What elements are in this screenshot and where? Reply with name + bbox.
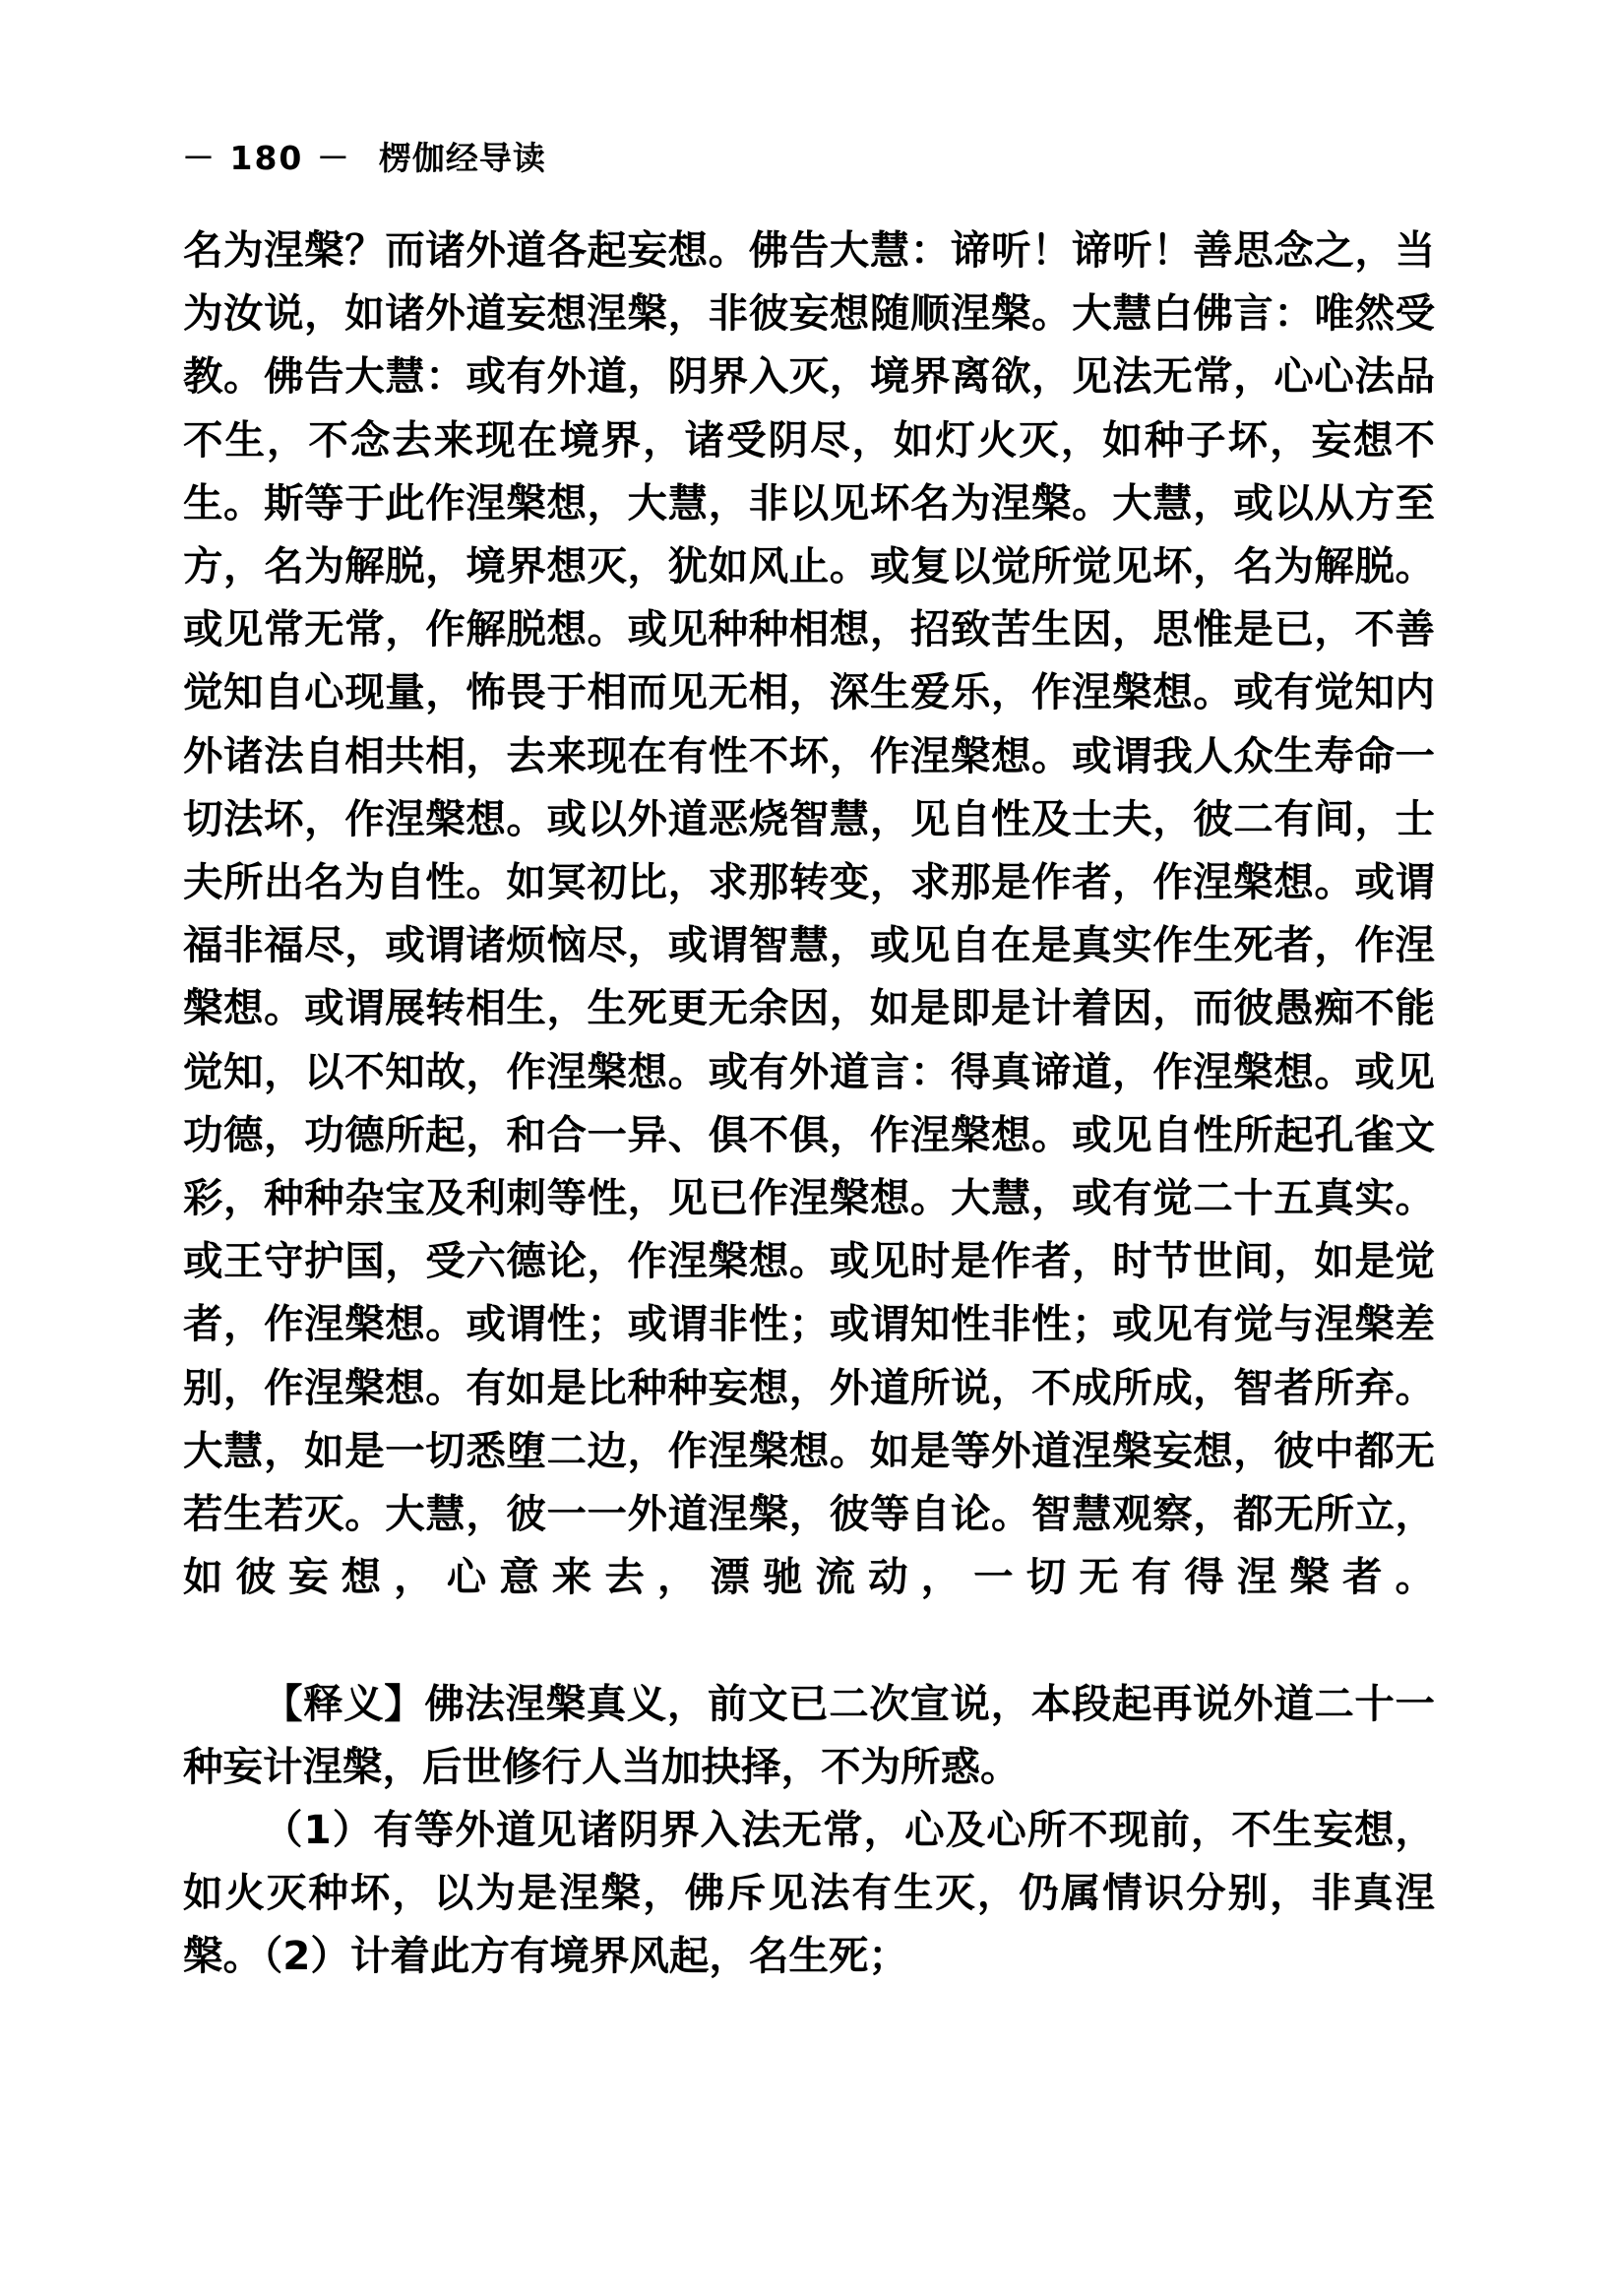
book-title: 楞伽经导读: [378, 139, 546, 177]
sutra-paragraph: 名为涅槃？而诸外道各起妄想。佛告大慧：谛听！谛听！善思念之，当为汝说，如诸外道妄想涅槃，非彼妄想随顺涅槃。大慧白佛言：唯然受教。佛告大慧：或有外道，阴界入灭，境界离欲，见法无常，心心法品不生，不念去来现在境界，诸受阴尽，如灯火灭，如种子坏，妄想不生。斯等于此作涅槃想，大慧，非以见坏名为涅槃。大慧，或以从方至方，名为解脱，境界想灭，犹如风止。或复以觉所觉见坏，名为解脱。或见常无常，作解脱想。或见种种相想，招致苦生因，思惟是已，不善觉知自心现量，怖畏于相而见无相，深生爱乐，作涅槃想。或有觉知内外诸法自相共相，去来现在有性不坏，作涅槃想。或谓我人众生寿命一切法坏，作涅槃想。或以外道恶烧智慧，见自性及士夫，彼二有间，士夫所出名为自性。如冥初比，求那转变，求那是作者，作涅槃想。或谓福非福尽，或谓诸烦恼尽，或谓智慧，或见自在是真实作生死者，作涅槃想。或谓展转相生，生死更无余因，如是即是计着因，而彼愚痴不能觉知，以不知故，作涅槃想。或有外道言：得真谛道，作涅槃想。或见功德，功德所起，和合一异、俱不俱，作涅槃想。或见自性所起孔雀文彩，种种杂宝及利刺等性，见已作涅槃想。大慧，或有觉二十五真实。或王守护国，受六德论，作涅槃想。或见时是作者，时节世间，如是觉者，作涅槃想。或谓性；或谓非性；或谓知性非性；或见有觉与涅槃差别，作涅槃想。有如是比种种妄想，外道所说，不成所成，智者所弃。大慧，如是一切悉堕二边，作涅槃想。如是等外道涅槃妄想，彼中都无若生若灭。大慧，彼一一外道涅槃，彼等自论。智慧观察，都无所立，如彼妄想，心意来去，漂驰流动，一切无有得涅槃者。: [183, 226, 1435, 1601]
numbered-item-paragraph: （1）有等外道见诸阴界入法无常，心及心所不现前，不生妄想，如火灭种坏，以为是涅槃，佛斥见法有生灭，仍属情识分别，非真涅槃。（2）计着此方有境界风起，名生死；: [183, 1806, 1435, 1980]
page-header: [182, 133, 1442, 182]
commentary-paragraph: 【释义】佛法涅槃真义，前文已二次宣说，本段起再说外道二十一种妄计涅槃，后世修行人当加抉择，不为所惑。: [183, 1679, 1435, 1790]
page-body: [183, 218, 1435, 1988]
page-number: － 180 －: [182, 139, 351, 177]
